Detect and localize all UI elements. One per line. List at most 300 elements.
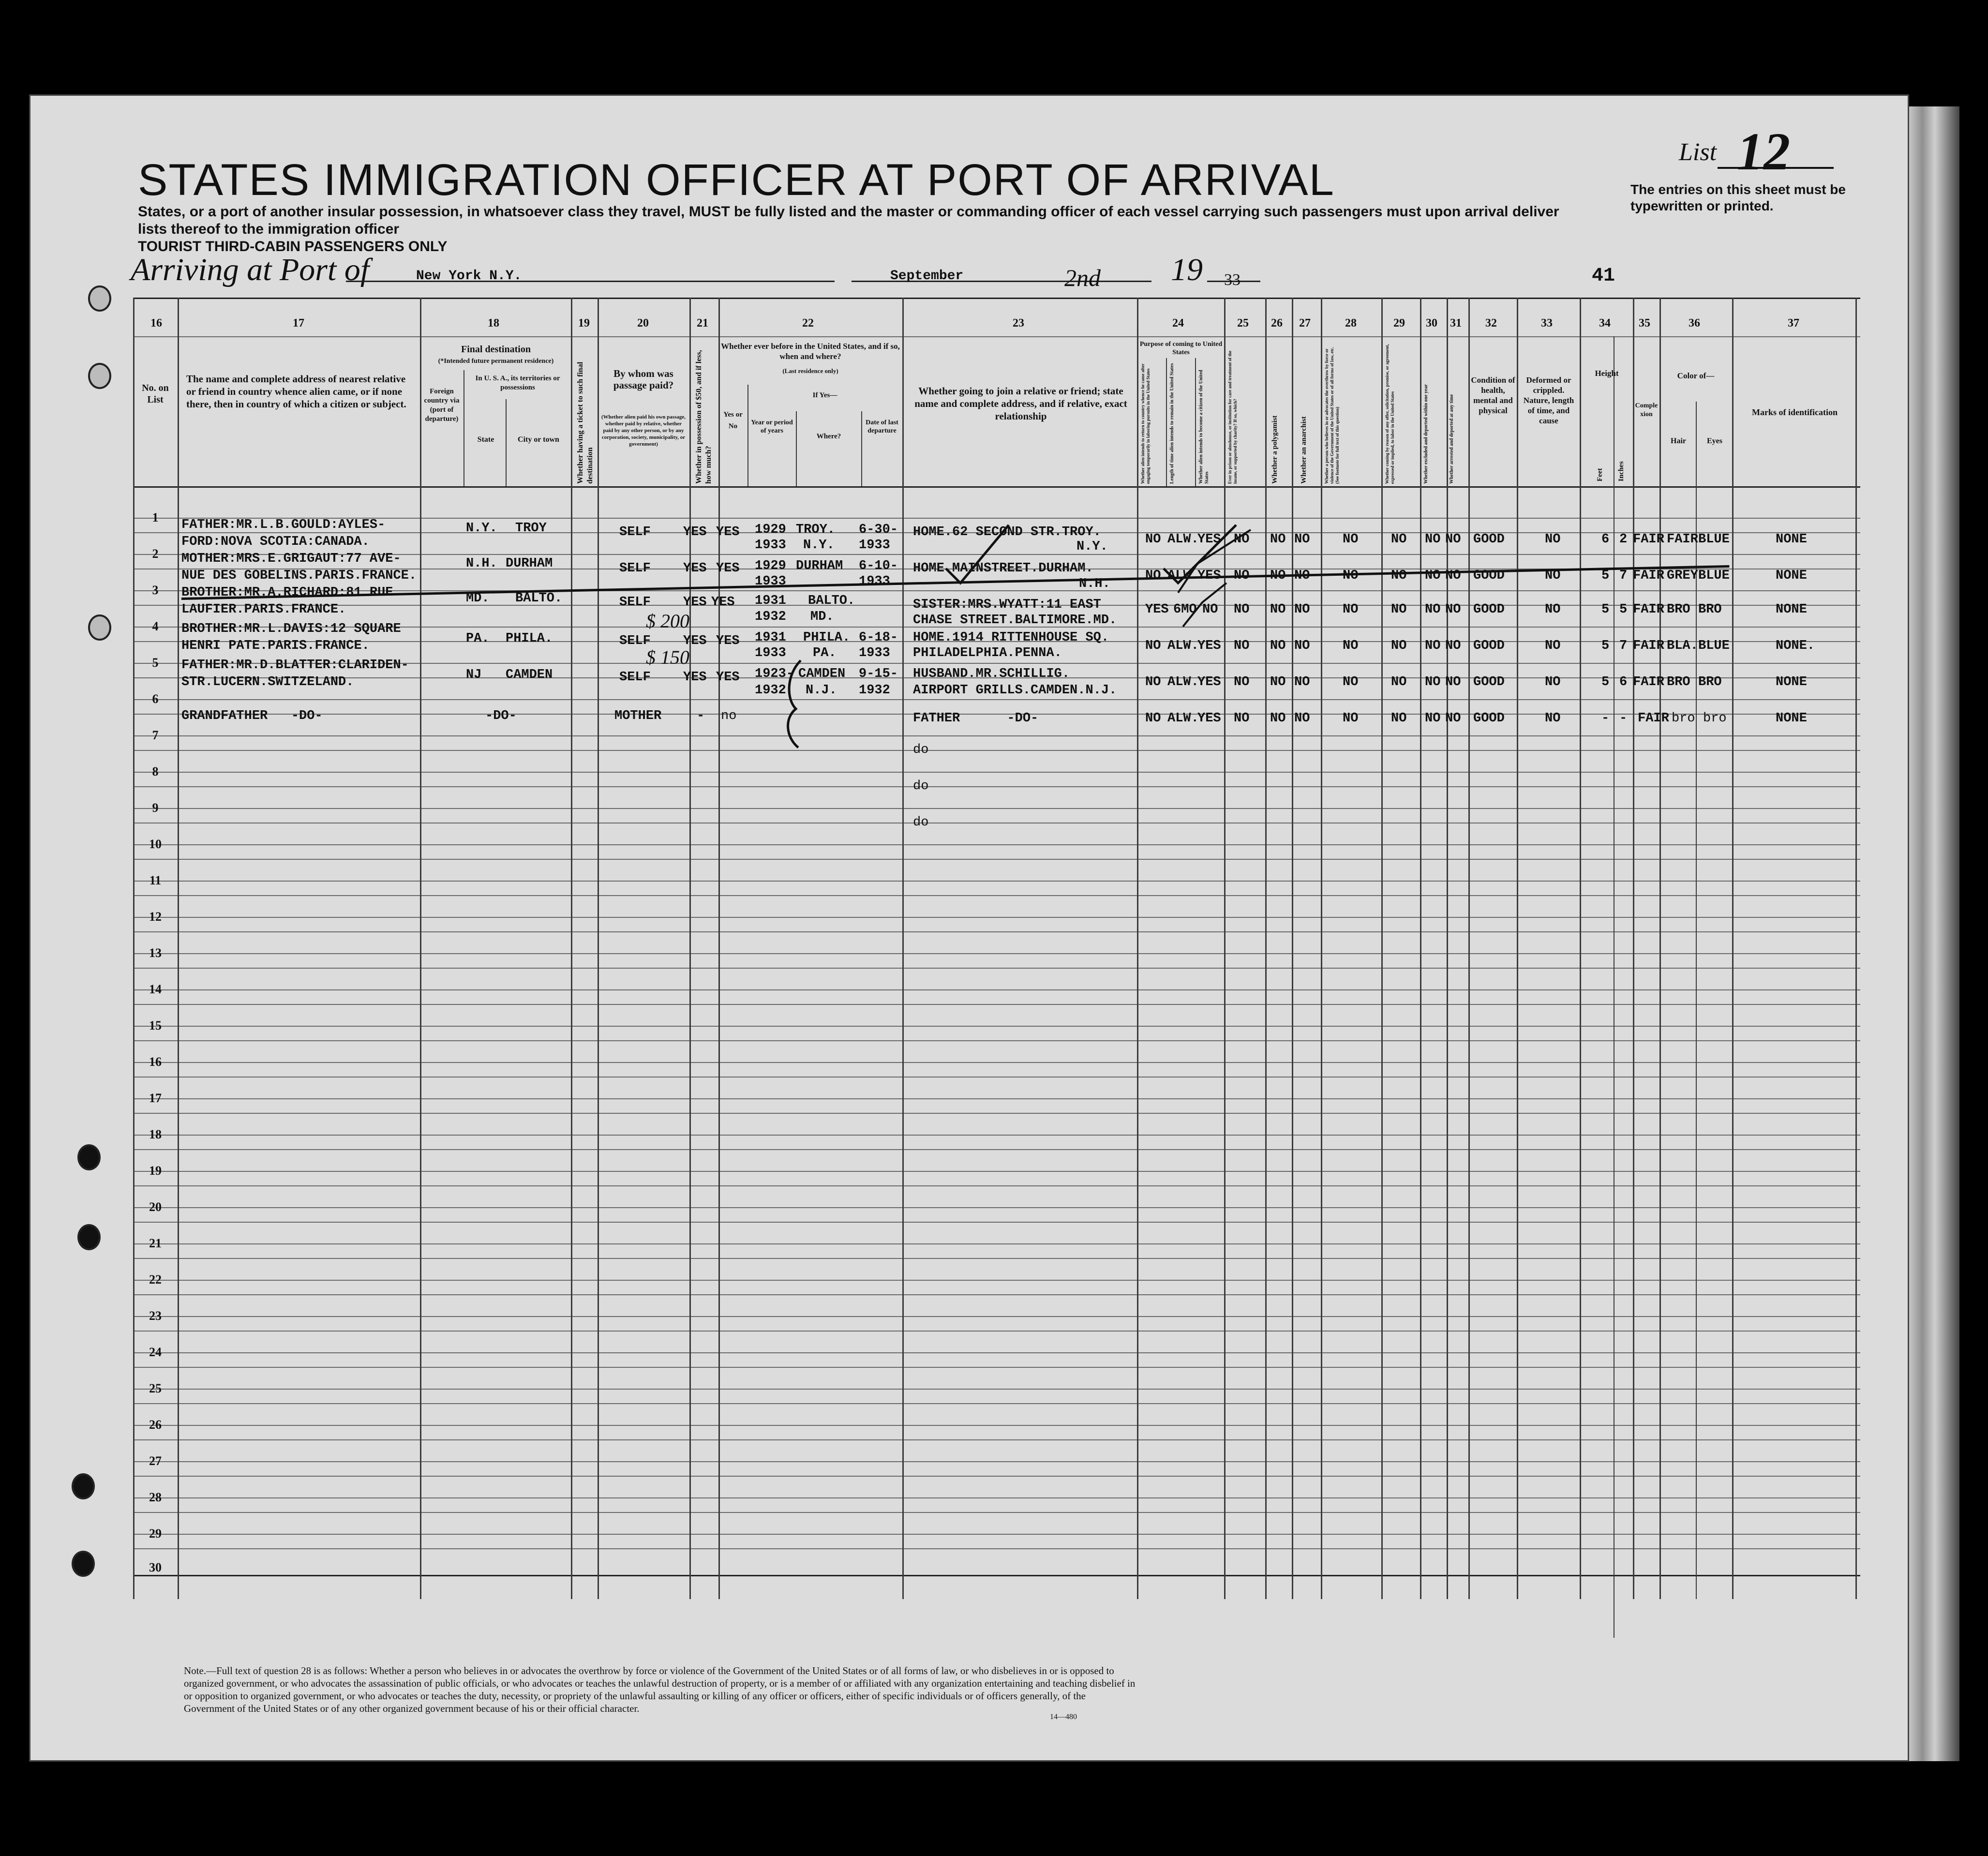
money-50: YES <box>683 561 707 576</box>
table-rule <box>133 735 1860 736</box>
column-rule <box>1137 298 1138 1599</box>
dest-state: NJ <box>466 668 482 682</box>
table-rule <box>133 1062 1860 1063</box>
table-rule <box>133 1331 1860 1332</box>
entries-note: The entries on this sheet must be typewritten or printed. <box>1630 182 1846 213</box>
arrested: NO <box>1445 675 1461 689</box>
height-feet: 6 <box>1601 532 1610 547</box>
table-rule <box>133 1476 1860 1477</box>
table-rule <box>133 1135 1860 1136</box>
column-number: 28 <box>1345 317 1357 329</box>
ever-before: YES <box>711 595 735 610</box>
relative-line-2: NUE DES GOBELINS.PARIS.FRANCE. <box>181 569 417 583</box>
table-rule <box>133 931 1860 932</box>
header-date-last-departure: Date of last departure <box>866 419 898 434</box>
column-number: 19 <box>578 317 590 329</box>
passage-paid: MOTHER <box>614 709 662 723</box>
hair: GREY <box>1667 569 1698 583</box>
marks: NONE <box>1776 569 1807 583</box>
row-number: 23 <box>149 1309 162 1323</box>
instructions-line: States, or a port of another insular possession, in whatsoever class they travel, MUST be fully listed and the master or commanding officer of each vessel carrying such passengers must upon arrival deliver lists thereof to the immigration officer <box>138 204 1559 237</box>
deformed: NO <box>1545 711 1561 726</box>
marks: NONE. <box>1776 639 1815 653</box>
column-rule <box>1292 298 1293 1599</box>
table-rule <box>133 1294 1860 1295</box>
header-eyes: Eyes <box>1707 437 1722 445</box>
deformed: NO <box>1545 569 1561 583</box>
excluded: NO <box>1425 675 1441 689</box>
citizen-intent: YES <box>1197 711 1221 726</box>
footnote: Note.—Full text of question 28 is as follows: Whether a person who believes in or advocates the overthrow by force or violence of the Government of the United States or of all forms of law, or who disbelieves in or is opposed to organized government, or who advocates the assassination of public officials, or who advocates or teaches the unlawful destruction of property, or is a member of or affiliated with any organization entertaining and teaching disbelief in or opposition to organized government, or who advocates or teaches the duty, necessity, or propriety of the unlawful assaulting or killing of any officer or officers, either of specific individuals or of officers generally, of the Government of the United States or of any other organized government because of his or their official character. <box>184 1665 1136 1714</box>
arrival-port: New York N.Y. <box>416 269 522 284</box>
where-line-1: DURHAM <box>796 559 843 573</box>
where-line-2: PA. <box>813 646 837 660</box>
length-of-stay: ALW. <box>1167 639 1199 653</box>
column-number: 29 <box>1393 317 1405 329</box>
deformed: NO <box>1545 639 1561 653</box>
row-number: 21 <box>149 1236 162 1250</box>
column-rule <box>1732 298 1734 1599</box>
table-rule <box>133 953 1860 954</box>
table-rule <box>133 1575 1860 1576</box>
arrested: NO <box>1445 569 1461 583</box>
header-final-destination-note: (*Intended future permanent residence) <box>438 358 554 365</box>
relative-line-1: MOTHER:MRS.E.GRIGAUT:77 AVE- <box>181 552 401 566</box>
table-rule <box>133 808 1860 809</box>
arrested: NO <box>1445 639 1461 653</box>
header-inches: Inches <box>1617 461 1625 481</box>
column-number: 31 <box>1450 317 1462 329</box>
header-purpose: Purpose of coming to United States <box>1139 341 1223 356</box>
arrival-month: September <box>890 269 964 284</box>
citizen-intent: YES <box>1197 675 1221 689</box>
table-rule <box>133 1461 1860 1462</box>
header-ever-before-us: Whether ever before in the United States, and if so, when and where? <box>721 342 900 361</box>
page-title: STATES IMMIGRATION OFFICER AT PORT OF ARRIVAL <box>138 155 1335 205</box>
row-number: 28 <box>149 1490 162 1504</box>
prison: NO <box>1234 532 1250 547</box>
labor-offer: NO <box>1391 675 1407 689</box>
length-of-stay: ALW. <box>1167 711 1199 726</box>
column-number: 32 <box>1485 317 1497 329</box>
header-no-on-list: No. on List <box>142 383 169 405</box>
column-rule <box>1855 298 1857 1599</box>
excluded: NO <box>1425 711 1441 726</box>
header-feet: Feet <box>1596 468 1604 481</box>
prison: NO <box>1234 711 1250 726</box>
relative-line-1: GRANDFATHER -DO- <box>181 709 323 723</box>
marks: NONE <box>1776 602 1807 617</box>
arrested: NO <box>1445 711 1461 726</box>
column-number: 36 <box>1689 317 1700 329</box>
join-line-1: HOME.MAINSTREET.DURHAM. <box>913 561 1093 576</box>
labor-offer: NO <box>1391 602 1407 617</box>
table-rule <box>133 1171 1860 1172</box>
labor-offer: NO <box>1391 532 1407 547</box>
join-line-1: FATHER -DO- <box>913 711 1039 726</box>
passage-paid: SELF <box>619 670 651 685</box>
overthrow: NO <box>1343 675 1359 689</box>
row-number: 15 <box>149 1018 162 1033</box>
money-50: YES <box>683 670 707 685</box>
labor-offer: NO <box>1391 569 1407 583</box>
passage-paid: SELF <box>619 634 651 648</box>
health: GOOD <box>1473 675 1505 689</box>
header-yes-or-no: Yes or No <box>723 411 743 430</box>
row-number: 6 <box>152 692 159 706</box>
passage-paid: SELF <box>619 525 651 539</box>
join-line-2: AIRPORT GRILLS.CAMDEN.N.J. <box>913 683 1117 698</box>
relative-line-2: HENRI PATE.PARIS.FRANCE. <box>181 639 370 653</box>
table-rule <box>133 298 1860 299</box>
join-line-2: N.Y. <box>1076 539 1108 554</box>
table-rule <box>133 968 1860 969</box>
header-city: City or town <box>518 435 559 444</box>
header-if-yes: If Yes— <box>812 391 837 399</box>
return-intent: NO <box>1145 675 1161 689</box>
column-number: 33 <box>1541 317 1553 329</box>
row-number: 3 <box>152 583 159 597</box>
header-return-intent: Whether alien intends to return to country whence he came after engaging temporarily in laboring pursuits in the United States <box>1140 363 1151 484</box>
table-rule <box>133 1207 1860 1208</box>
where-line-1: BALTO. <box>808 594 855 608</box>
height-feet: 5 <box>1601 569 1610 583</box>
header-height: Height <box>1595 369 1619 378</box>
column-rule <box>1517 298 1518 1599</box>
header-relative-address: The name and complete address of nearest relative or friend in country whence alien came, or if none there, then in country of which a citizen or subject. <box>186 373 406 410</box>
polygamist: NO <box>1270 532 1286 547</box>
return-intent: NO <box>1145 532 1161 547</box>
header-passage-paid-note: (Whether alien paid his own passage, whether paid by relative, whether paid by any other person, or by any corporation, society, municipality, or government) <box>601 414 686 447</box>
relative-line-1: BROTHER:MR.A.RICHARD:81 RUE <box>181 585 393 600</box>
column-rule <box>463 370 464 486</box>
dest-state: -DO- <box>485 709 517 723</box>
binder-hole <box>77 1144 101 1170</box>
table-rule <box>133 1367 1860 1368</box>
table-rule <box>133 844 1860 845</box>
column-number: 26 <box>1271 317 1283 329</box>
table-rule <box>133 1040 1860 1041</box>
health: GOOD <box>1473 711 1505 726</box>
anarchist: NO <box>1294 602 1310 617</box>
arrival-day: 2nd <box>1064 264 1101 291</box>
table-rule <box>133 895 1860 896</box>
year-from: 1931 <box>755 630 786 645</box>
column-rule <box>420 298 421 1599</box>
binder-hole <box>88 363 111 389</box>
money-50: YES <box>683 525 707 539</box>
departure-line-2: 1933 <box>859 574 890 589</box>
relative-line-2: STR.LUCERN.SWITZELAND. <box>181 675 354 689</box>
anarchist: NO <box>1294 532 1310 547</box>
departure-line-1: 6-10- <box>859 559 898 573</box>
anarchist: NO <box>1294 639 1310 653</box>
citizen-intent: YES <box>1197 639 1221 653</box>
departure-line-2: 1933 <box>859 538 890 553</box>
header-instructions <box>138 203 1565 255</box>
header-hair: Hair <box>1671 437 1686 445</box>
header-anarchist: Whether an anarchist <box>1300 416 1308 484</box>
column-number: 30 <box>1426 317 1437 329</box>
departure-line-2: 1933 <box>859 646 890 660</box>
table-rule <box>133 699 1860 700</box>
height-inches: 7 <box>1619 569 1628 583</box>
table-rule <box>133 1425 1860 1426</box>
header-final-destination: Final destination <box>461 344 531 355</box>
marks: NONE <box>1776 532 1807 547</box>
citizen-intent: YES <box>1197 532 1221 547</box>
arrested: NO <box>1445 602 1461 617</box>
overthrow: NO <box>1343 639 1359 653</box>
join-line-1: HUSBAND.MR.SCHILLIG. <box>913 667 1070 681</box>
column-number: 20 <box>637 317 649 329</box>
column-number: 17 <box>293 317 304 329</box>
header-polygamist: Whether a polygamist <box>1271 415 1279 484</box>
column-rule <box>1166 358 1167 486</box>
dest-state: MD. <box>466 591 490 606</box>
overthrow: NO <box>1343 602 1359 617</box>
ditto-mark: do <box>913 743 929 757</box>
header-excluded-deported: Whether excluded and deported within one year <box>1423 384 1429 484</box>
return-intent: NO <box>1145 569 1161 583</box>
hair: bro <box>1672 711 1695 726</box>
row-number: 26 <box>149 1418 162 1432</box>
eyes: BLUE <box>1698 532 1730 547</box>
dest-city: TROY <box>515 521 547 536</box>
row-number: 19 <box>149 1164 162 1178</box>
marks: NONE <box>1776 675 1807 689</box>
money-50: YES <box>683 634 707 648</box>
dest-state: N.Y. <box>466 521 497 536</box>
dest-city: CAMDEN <box>506 668 553 682</box>
ever-before: YES <box>716 561 740 576</box>
complexion: FAIR <box>1638 711 1669 726</box>
column-number: 27 <box>1299 317 1311 329</box>
excluded: NO <box>1425 532 1441 547</box>
ever-before: YES <box>716 634 740 648</box>
prison: NO <box>1234 602 1250 617</box>
polygamist: NO <box>1270 711 1286 726</box>
table-rule <box>133 1548 1860 1549</box>
year-to: 1933 <box>755 574 786 589</box>
table-rule <box>133 1403 1860 1404</box>
column-rule <box>1381 298 1383 1599</box>
complexion: FAIR <box>1633 569 1664 583</box>
departure-line-1: 6-18- <box>859 630 898 645</box>
eyes: BRO <box>1698 675 1722 689</box>
height-inches: 2 <box>1619 532 1628 547</box>
header-complexion: Complexion <box>1635 402 1658 418</box>
column-number: 16 <box>150 317 162 329</box>
header-length-of-stay: Length of time alien intends to remain in the United States <box>1169 363 1175 484</box>
binder-hole <box>77 1224 101 1250</box>
column-number: 18 <box>488 317 499 329</box>
where-line-2: N.J. <box>806 683 837 698</box>
polygamist: NO <box>1270 602 1286 617</box>
where-line-2: N.Y. <box>803 538 835 553</box>
ever-before: YES <box>716 525 740 539</box>
table-rule <box>133 917 1860 918</box>
deformed: NO <box>1545 532 1561 547</box>
column-rule <box>1468 298 1470 1599</box>
header-ticket: Whether having a ticket to such final destination <box>576 361 594 484</box>
handwritten-checkmarks <box>927 510 1265 636</box>
height-inches: 5 <box>1619 602 1628 617</box>
prison: NO <box>1234 639 1250 653</box>
table-rule <box>133 1222 1860 1223</box>
anarchist: NO <box>1294 569 1310 583</box>
join-line-1: SISTER:MRS.WYATT:11 EAST <box>913 598 1101 612</box>
row-number: 1 <box>152 510 159 524</box>
row-number: 8 <box>152 764 159 778</box>
ditto-mark: do <box>913 779 929 793</box>
marks: NONE <box>1776 711 1807 726</box>
year-to: 1933 <box>755 538 786 553</box>
length-of-stay: ALW. <box>1167 675 1199 689</box>
join-line-1: HOME.1914 RITTENHOUSE SQ. <box>913 630 1109 645</box>
column-rule <box>1447 298 1448 1599</box>
sheet-code: 41 <box>1592 265 1615 287</box>
row-number: 25 <box>149 1381 162 1395</box>
row-number: 29 <box>149 1527 162 1541</box>
row-number: 17 <box>149 1091 162 1105</box>
eyes: BLUE <box>1698 639 1730 653</box>
column-rule <box>1195 358 1196 486</box>
departure-line-1: 9-15- <box>859 667 898 681</box>
height-feet: 5 <box>1601 675 1610 689</box>
header-fifty-dollars: Whether in possession of $50, and if less, how much? <box>695 350 713 484</box>
excluded: NO <box>1425 639 1441 653</box>
column-rule <box>1265 298 1267 1599</box>
column-number: 24 <box>1172 317 1184 329</box>
arrested: NO <box>1445 532 1461 547</box>
prison: NO <box>1234 569 1250 583</box>
health: GOOD <box>1473 639 1505 653</box>
header-in-usa: In U. S. A., its territories or possessions <box>475 374 560 391</box>
height-inches: 6 <box>1619 675 1628 689</box>
table-rule <box>133 1077 1860 1078</box>
row-number: 20 <box>149 1200 162 1214</box>
table-rule <box>133 750 1860 751</box>
row-number: 4 <box>152 619 159 633</box>
column-rule <box>1224 298 1226 1599</box>
hair: BLA. <box>1667 639 1698 653</box>
manifest-table <box>133 298 1860 1599</box>
health: GOOD <box>1473 532 1505 547</box>
binder-hole <box>88 614 111 641</box>
binder-hole <box>72 1551 95 1577</box>
table-rule <box>133 1098 1860 1099</box>
hair: BRO <box>1667 675 1690 689</box>
where-line-1: PHILA. <box>803 630 851 645</box>
money-50: YES <box>683 595 707 610</box>
column-rule <box>718 298 720 1599</box>
header-citizen-intent: Whether alien intends to become a citizen of the United States <box>1198 370 1210 484</box>
relative-line-1: FATHER:MR.L.B.GOULD:AYLES- <box>181 518 386 532</box>
join-line-1: HOME.62 SECOND STR.TROY. <box>913 525 1101 539</box>
row-number: 2 <box>152 547 159 561</box>
year-to: 1932 <box>755 683 786 698</box>
departure-line-1: 6-30- <box>859 523 898 537</box>
column-number: 25 <box>1237 317 1249 329</box>
column-rule <box>598 298 599 1599</box>
year-from: 1929 <box>755 523 786 537</box>
passenger-class-line: TOURIST THIRD-CABIN PASSENGERS ONLY <box>138 239 448 254</box>
column-rule <box>902 298 904 1599</box>
labor-offer: NO <box>1391 711 1407 726</box>
table-rule <box>133 1439 1860 1440</box>
ditto-mark: do <box>913 815 929 830</box>
row-number: 10 <box>149 837 162 851</box>
column-rule <box>178 298 179 1599</box>
height-feet: - <box>1601 711 1610 726</box>
column-number: 21 <box>697 317 708 329</box>
arriving-label: Arriving at Port of <box>131 252 370 287</box>
header-labor-offer: Whether coming by reason of any offer, solicitation, promise, or agreement, expressed or implied, to labor in the United States <box>1385 344 1395 484</box>
overthrow: NO <box>1343 532 1359 547</box>
row-number: 9 <box>152 801 159 815</box>
eyes: bro <box>1703 711 1727 726</box>
column-rule <box>747 385 748 486</box>
excluded: NO <box>1425 602 1441 617</box>
year-from: 1931 <box>755 594 786 608</box>
column-rule <box>506 399 507 486</box>
join-line-2: PHILADELPHIA.PENNA. <box>913 646 1062 660</box>
header-state: State <box>477 435 494 444</box>
relative-line-2: LAUFIER.PARIS.FRANCE. <box>181 602 346 617</box>
header-join-relative: Whether going to join a relative or friend; state name and complete address, and if relative, exact relationship <box>914 385 1127 422</box>
column-rule <box>1633 298 1634 1599</box>
citizen-intent: NO <box>1202 602 1218 617</box>
year-to: 1932 <box>755 610 786 624</box>
year-to: 1933 <box>755 646 786 660</box>
health: GOOD <box>1473 569 1505 583</box>
return-intent: NO <box>1145 639 1161 653</box>
return-intent: YES <box>1145 602 1169 617</box>
header-year-period: Year or period of years <box>751 419 793 434</box>
dest-city: BALTO. <box>515 591 563 606</box>
row-number: 13 <box>149 946 162 960</box>
header-deformed: Deformed or crippled. Nature, length of time, and cause <box>1523 375 1574 425</box>
header-arrested-deported: Whether arrested and deported at any time <box>1449 394 1454 484</box>
row-number: 27 <box>149 1454 162 1468</box>
list-number: 12 <box>1737 122 1790 181</box>
row-number: 18 <box>149 1127 162 1141</box>
height-inches: - <box>1619 711 1628 726</box>
handwritten-amount: $ 150 <box>646 646 689 668</box>
table-rule <box>133 1534 1860 1535</box>
header-last-residence: (Last residence only) <box>782 367 838 374</box>
table-rule <box>133 1243 1860 1244</box>
row-number: 7 <box>152 728 159 742</box>
anarchist: NO <box>1294 675 1310 689</box>
row-number: 11 <box>149 873 162 887</box>
column-number: 34 <box>1599 317 1611 329</box>
length-of-stay: 6MO <box>1173 602 1197 617</box>
where-line-1: TROY. <box>796 523 836 537</box>
column-number: 23 <box>1013 317 1024 329</box>
header-where: Where? <box>816 433 841 440</box>
return-intent: NO <box>1145 711 1161 726</box>
header-foreign-country: Foreign country via (port of departure) <box>424 388 460 423</box>
column-number: 35 <box>1639 317 1650 329</box>
column-rule <box>571 298 572 1599</box>
complexion: FAIR <box>1633 639 1664 653</box>
table-rule <box>133 336 1860 337</box>
column-rule <box>1420 298 1421 1599</box>
citizen-intent: YES <box>1197 569 1221 583</box>
year-from: 1923- <box>755 667 794 681</box>
